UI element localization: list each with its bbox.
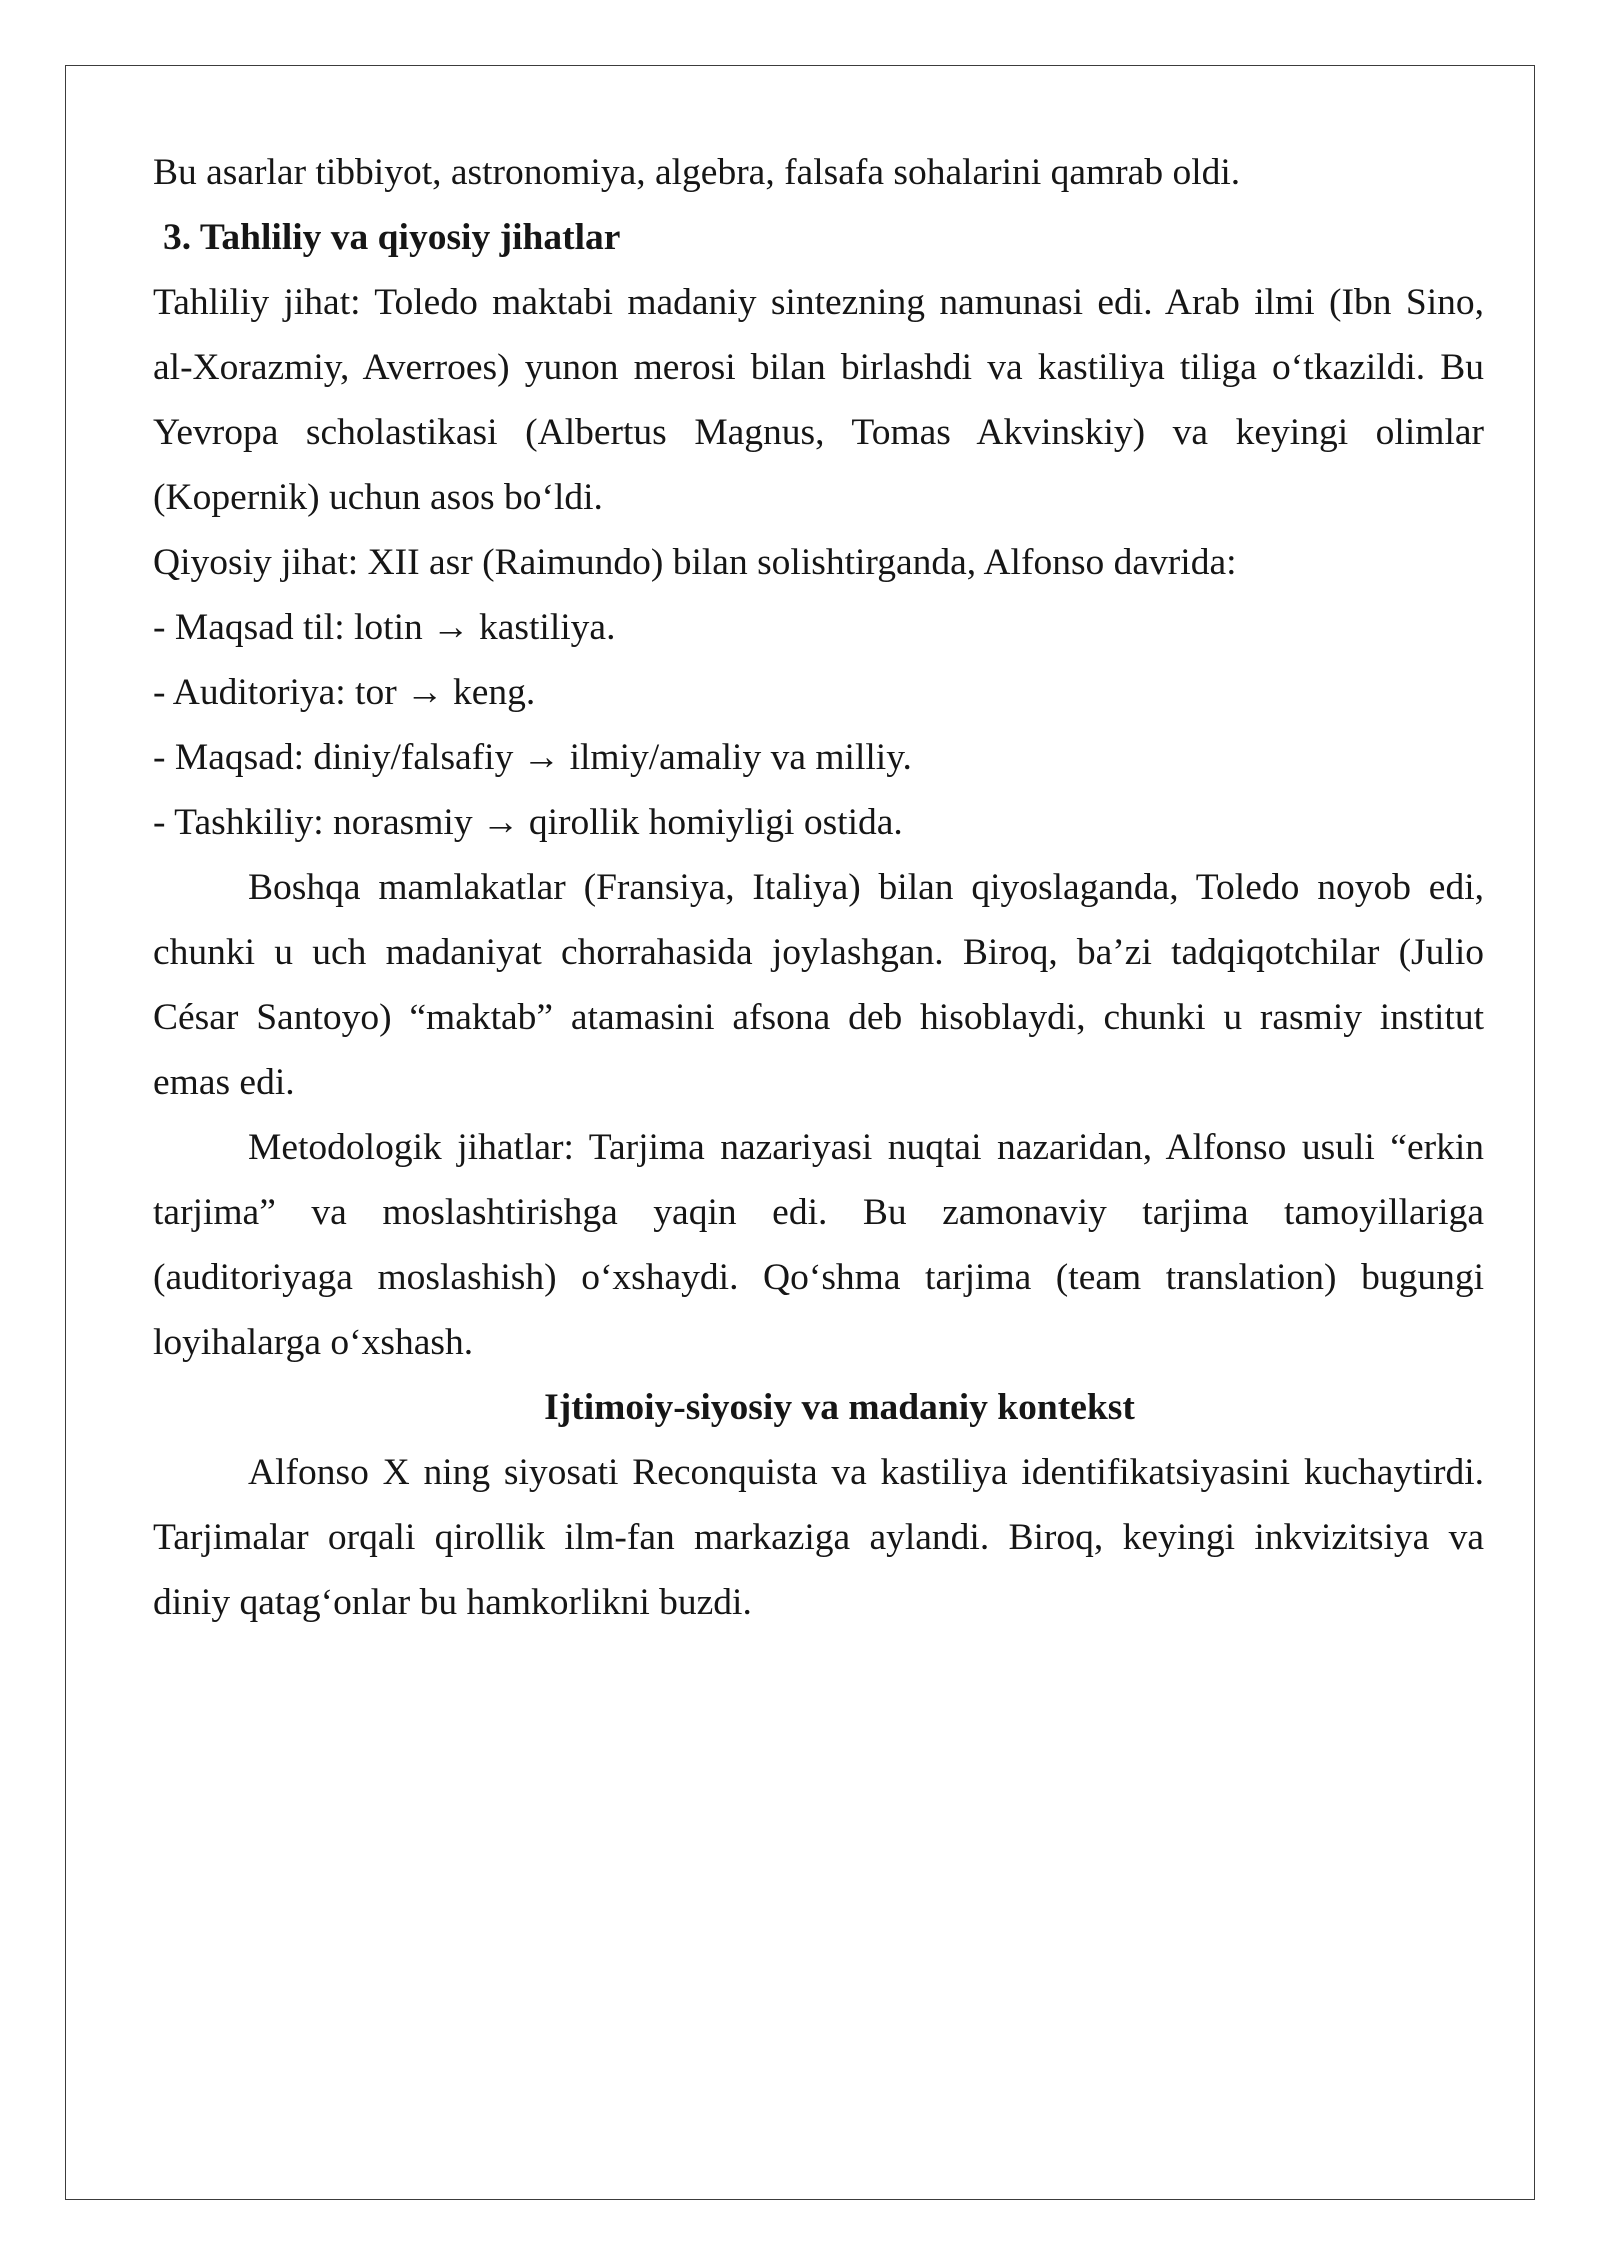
comparison-list (153, 595, 1484, 855)
analytic-paragraph-line: Yevropa scholastikasi (Albertus Magnus, Tomas Akvinskiy) va keyingi olimlar (153, 412, 1484, 453)
methodology-paragraph-line: tarjima” va moslashtirishga yaqin edi. Bu zamonaviy tarjima tamoyillariga (153, 1192, 1484, 1233)
analytic-paragraph-line: (Kopernik) uchun asos bo‘ldi. (153, 477, 603, 518)
comparison-list-item: - Maqsad: diniy/falsafiy → ilmiy/amaliy va milliy. (153, 737, 912, 778)
countries-paragraph-line: César Santoyo) “maktab” atamasini afsona deb hisoblaydi, chunki u rasmiy institut (153, 997, 1484, 1038)
methodology-paragraph-line: Metodologik jihatlar: Tarjima nazariyasi nuqtai nazaridan, Alfonso usuli “erkin (248, 1127, 1484, 1168)
comparative-intro: Qiyosiy jihat: XII asr (Raimundo) bilan solishtirganda, Alfonso davrida: (153, 542, 1237, 583)
methodology-paragraph (153, 1115, 1484, 1375)
comparison-list-item: - Auditoriya: tor → keng. (153, 672, 536, 713)
context-paragraph-line: Alfonso X ning siyosati Reconquista va kastiliya identifikatsiyasini kuchaytirdi. (248, 1452, 1484, 1493)
countries-paragraph-line: chunki u uch madaniyat chorrahasida joylashgan. Biroq, ba’zi tadqiqotchilar (Julio (153, 932, 1484, 973)
document-body (153, 140, 1484, 1635)
comparison-list-item: - Maqsad til: lotin → kastiliya. (153, 607, 616, 648)
context-paragraph-line: diniy qatag‘onlar bu hamkorlikni buzdi. (153, 1582, 752, 1623)
methodology-paragraph-line: loyihalarga o‘xshash. (153, 1322, 474, 1363)
methodology-paragraph-line: (auditoriyaga moslashish) o‘xshaydi. Qo‘shma tarjima (team translation) bugungi (153, 1257, 1484, 1298)
analytic-paragraph-line: Tahliliy jihat: Toledo maktabi madaniy sintezning namunasi edi. Arab ilmi (Ibn Sino, (153, 282, 1484, 323)
section-heading: 3. Tahliliy va qiyosiy jihatlar (163, 217, 621, 258)
context-paragraph-line: Tarjimalar orqali qirollik ilm-fan markaziga aylandi. Biroq, keyingi inkvizitsiya va (153, 1517, 1484, 1558)
analytic-paragraph (153, 270, 1484, 530)
countries-paragraph-line: emas edi. (153, 1062, 295, 1103)
countries-paragraph (153, 855, 1484, 1115)
intro-line: Bu asarlar tibbiyot, astronomiya, algebra, falsafa sohalarini qamrab oldi. (153, 152, 1241, 193)
context-heading: Ijtimoiy-siyosiy va madaniy kontekst (544, 1387, 1135, 1428)
analytic-paragraph-line: al-Xorazmiy, Averroes) yunon merosi bilan birlashdi va kastiliya tiliga o‘tkazildi. Bu (153, 347, 1484, 388)
comparison-list-item: - Tashkiliy: norasmiy → qirollik homiyligi ostida. (153, 802, 903, 843)
context-paragraph (153, 1440, 1484, 1635)
countries-paragraph-line: Boshqa mamlakatlar (Fransiya, Italiya) bilan qiyoslaganda, Toledo noyob edi, (248, 867, 1484, 908)
